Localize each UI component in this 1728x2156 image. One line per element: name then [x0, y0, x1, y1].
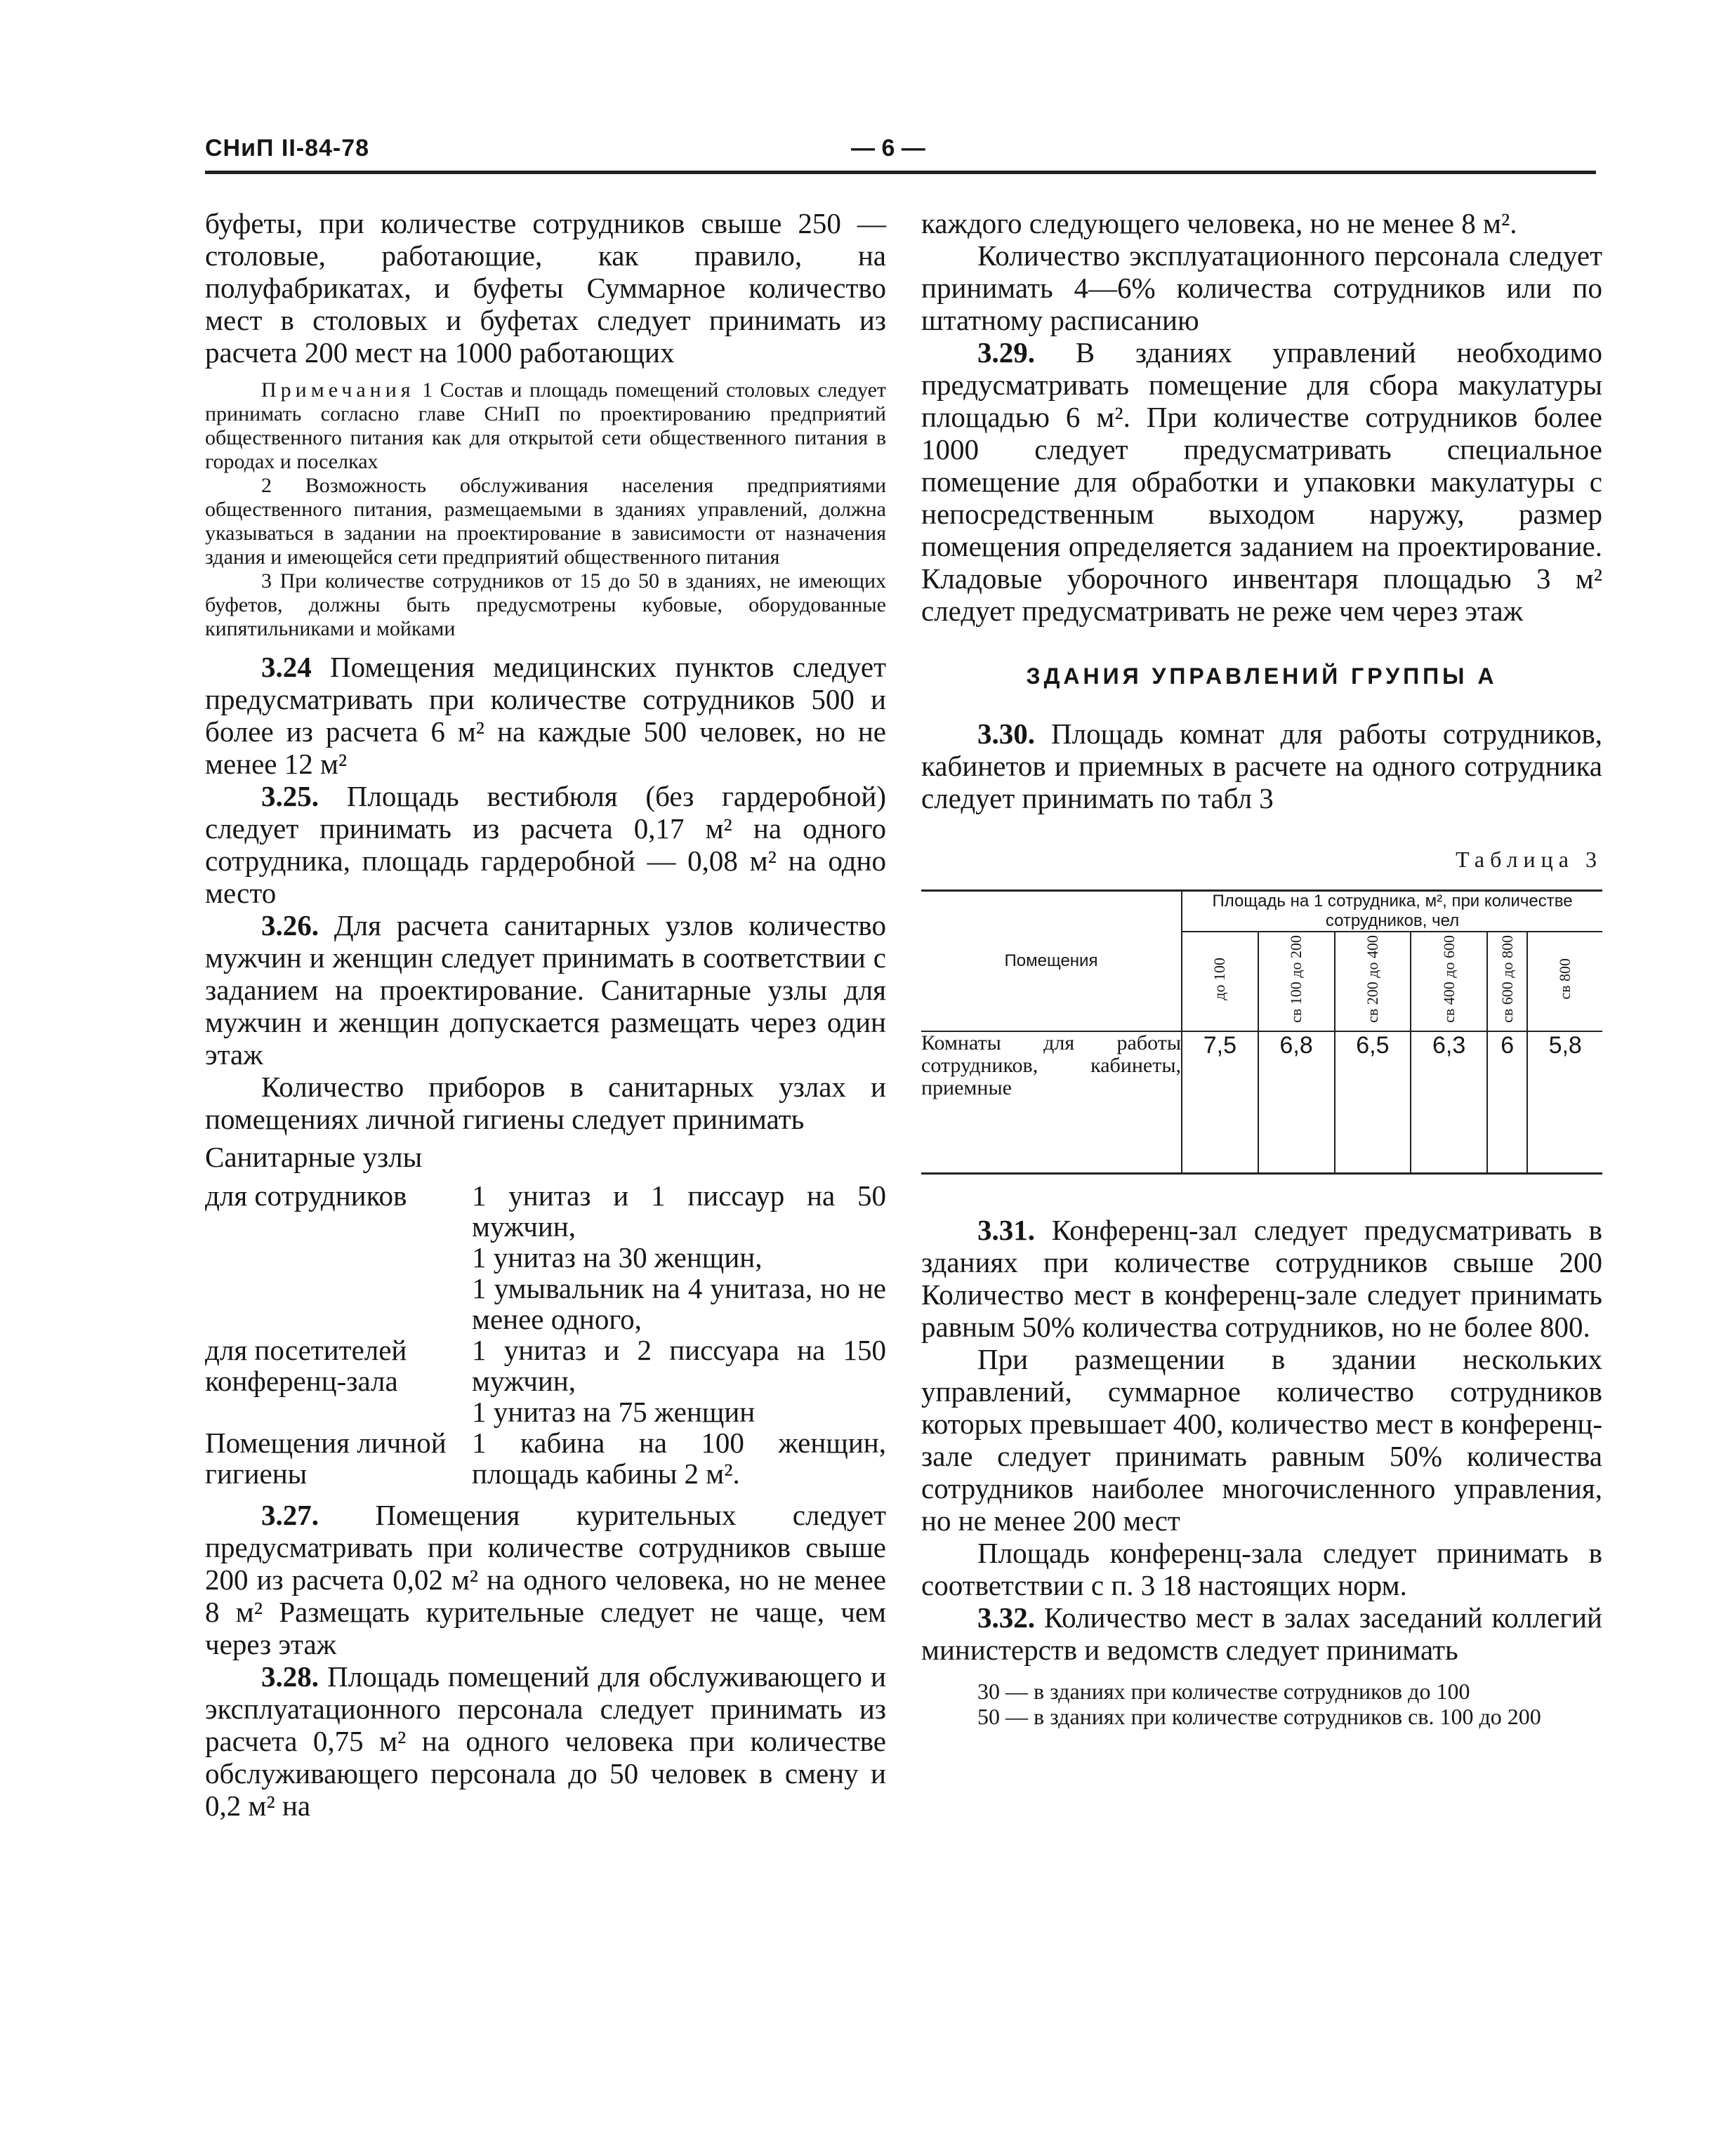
sani-label	[205, 1273, 472, 1335]
section-title: ЗДАНИЯ УПРАВЛЕНИЙ ГРУППЫ А	[1026, 663, 1498, 689]
notes-label: Примечания	[261, 378, 415, 402]
sani-text: 1 унитаз и 1 писсаур на 50 мужчин,	[472, 1179, 886, 1243]
paragraph-3-32: 3.32. Количество мест в залах заседаний коллегий министерств и ведомств следует принимать	[921, 1601, 1602, 1666]
table-cell: 6	[1487, 1031, 1527, 1174]
paragraph-3-30: 3.30. Площадь комнат для работы сотрудников, кабинетов и приемных в расчете на одного сотрудника следует принимать по табл 3	[921, 717, 1602, 814]
paragraph: каждого следующего человека, но не менее 8 м².	[921, 207, 1517, 239]
sani-text: 1 кабина на 100 женщин, площадь кабины 2 м².	[472, 1427, 886, 1490]
table-3	[921, 889, 1602, 1175]
sani-label: для сотрудников	[205, 1179, 407, 1212]
table-caption: Таблица 3	[1456, 847, 1602, 872]
list-item: 30 — в зданиях при количестве сотрудников до 100	[977, 1679, 1470, 1704]
sani-label	[205, 1242, 472, 1273]
sani-text: 1 умывальник на 4 унитаза, но не менее одного,	[472, 1272, 886, 1335]
sanitary-list	[205, 1180, 886, 1489]
left-column	[205, 207, 886, 1822]
paragraph-3-29: 3.29. В зданиях управлений необходимо предусматривать помещение для сбора макулатуры площадью 6 м². При количестве сотрудников более 1000 следует предусматривать специальное помещение для обработки и упаковки макулатуры с непосредственным выходом наружу, размер помещения определяется заданием на проектирование. Кладовые уборочного инвентаря площадью 3 м² следует предусматривать не реже чем через этаж	[921, 336, 1602, 627]
table-cell: 6,3	[1411, 1031, 1487, 1174]
paragraph: Количество эксплуатационного персонала следует принимать 4—6% количества сотрудников или по штатному расписанию	[921, 239, 1602, 336]
table-row-label: Комнаты для работы сотрудников, кабинеты, приемные	[921, 1031, 1182, 1174]
table-cell: 7,5	[1182, 1031, 1258, 1174]
sani-label: для посетителей конференц-зала	[205, 1334, 407, 1397]
table-cell: 5,8	[1527, 1031, 1602, 1174]
page-number: — 6 —	[851, 135, 925, 161]
page-header	[205, 135, 1596, 170]
table-subheader: св 100 до 200	[1258, 932, 1335, 1031]
paragraph: буфеты, при количестве сотрудников свыше 250 — столовые, работающие, как правило, на полуфабрикатах, и буфеты Суммарное количество мест в столовых и буфетах следует принимать из расчета 200 мест на 1000 работающих	[205, 207, 886, 369]
seats-list	[921, 1679, 1602, 1729]
paragraph-3-28: 3.28. Площадь помещений для обслуживающего и эксплуатационного персонала следует принимать из расчета 0,75 м² на одного человека при количестве обслуживающего персонала до 50 человек в смену и 0,2 м² на	[205, 1660, 886, 1822]
table-subheader: св 200 до 400	[1335, 932, 1411, 1031]
paragraph-3-25: 3.25. Площадь вестибюля (без гардеробной) следует принимать из расчета 0,17 м² на одного сотрудника, площадь гардеробной — 0,08 м² на одно место	[205, 780, 886, 909]
paragraph-3-31: 3.31. Конференц-зал следует предусматривать в зданиях при количестве сотрудников свыше 200 Количество мест в конференц-зале следует принимать равным 50% количества сотрудников, но не более 800.	[921, 1214, 1602, 1343]
table-header-rooms: Помещения	[921, 891, 1182, 1032]
note-1: Примечания 1 Состав и площадь помещений столовых следует принимать согласно главе СНиП по проектированию предприятий общественного питания как для открытой сети общественного питания в городах и поселках	[205, 378, 886, 473]
sani-text: 1 унитаз и 2 писсуара на 150 мужчин,	[472, 1334, 886, 1397]
sanitary-title: Санитарные узлы	[205, 1141, 423, 1173]
paragraph-3-27: 3.27. Помещения курительных следует предусматривать при количестве сотрудников свыше 200 из расчета 0,02 м² на одного человека, но не менее 8 м² Размещать курительные следует не чаще, чем через этаж	[205, 1499, 886, 1660]
paragraph-3-26-b: Количество приборов в санитарных узлах и помещениях личной гигиены следует принимать	[205, 1071, 886, 1135]
paragraph: Площадь конференц-зала следует принимать в соответствии с п. 3 18 настоящих норм.	[921, 1537, 1602, 1601]
paragraph-3-24: 3.24 Помещения медицинских пунктов следует предусматривать при количестве сотрудников 500 и более из расчета 6 м² на каждые 500 человек, но не менее 12 м²	[205, 651, 886, 780]
note-3: 3 При количестве сотрудников от 15 до 50 в зданиях, не имеющих буфетов, должны быть предусмотрены кубовые, оборудованные кипятильниками и мойками	[205, 569, 886, 640]
sani-label	[205, 1396, 472, 1427]
table-subheader: св 600 до 800	[1487, 932, 1527, 1031]
right-column	[921, 207, 1602, 1729]
table-subheader: св 800	[1527, 932, 1602, 1031]
list-item: 50 — в зданиях при количестве сотрудников св. 100 до 200	[977, 1704, 1541, 1729]
sani-text: 1 унитаз на 30 женщин,	[472, 1241, 763, 1274]
note-2: 2 Возможность обслуживания населения предприятиями общественного питания, размещаемыми в зданиях управлений, должна указываться в задании на проектирование в зависимости от назначения здания и имеющейся сети предприятий общественного питания	[205, 474, 886, 569]
table-cell: 6,5	[1335, 1031, 1411, 1174]
paragraph-3-26: 3.26. Для расчета санитарных узлов количество мужчин и женщин следует принимать в соответствии с заданием на проектирование. Санитарные узлы для мужчин и женщин допускается размещать через один этаж	[205, 909, 886, 1071]
table-header-area: Площадь на 1 сотрудника, м², при количестве сотрудников, чел	[1182, 891, 1602, 932]
header-rule	[205, 171, 1596, 174]
paragraph: При размещении в здании нескольких управлений, суммарное количество сотрудников которых превышает 400, количество мест в конференц-зале следует принимать равным 50% количества сотрудников наиболее многочисленного управления, но не менее 200 мест	[921, 1343, 1602, 1537]
table-subheader: св 400 до 600	[1411, 932, 1487, 1031]
table-cell: 6,8	[1258, 1031, 1335, 1174]
table-subheader: до 100	[1182, 932, 1258, 1031]
document-code: СНиП II-84-78	[205, 135, 370, 161]
sani-label: Помещения личной гигиены	[205, 1427, 447, 1490]
sani-text: 1 унитаз на 75 женщин	[472, 1396, 756, 1428]
